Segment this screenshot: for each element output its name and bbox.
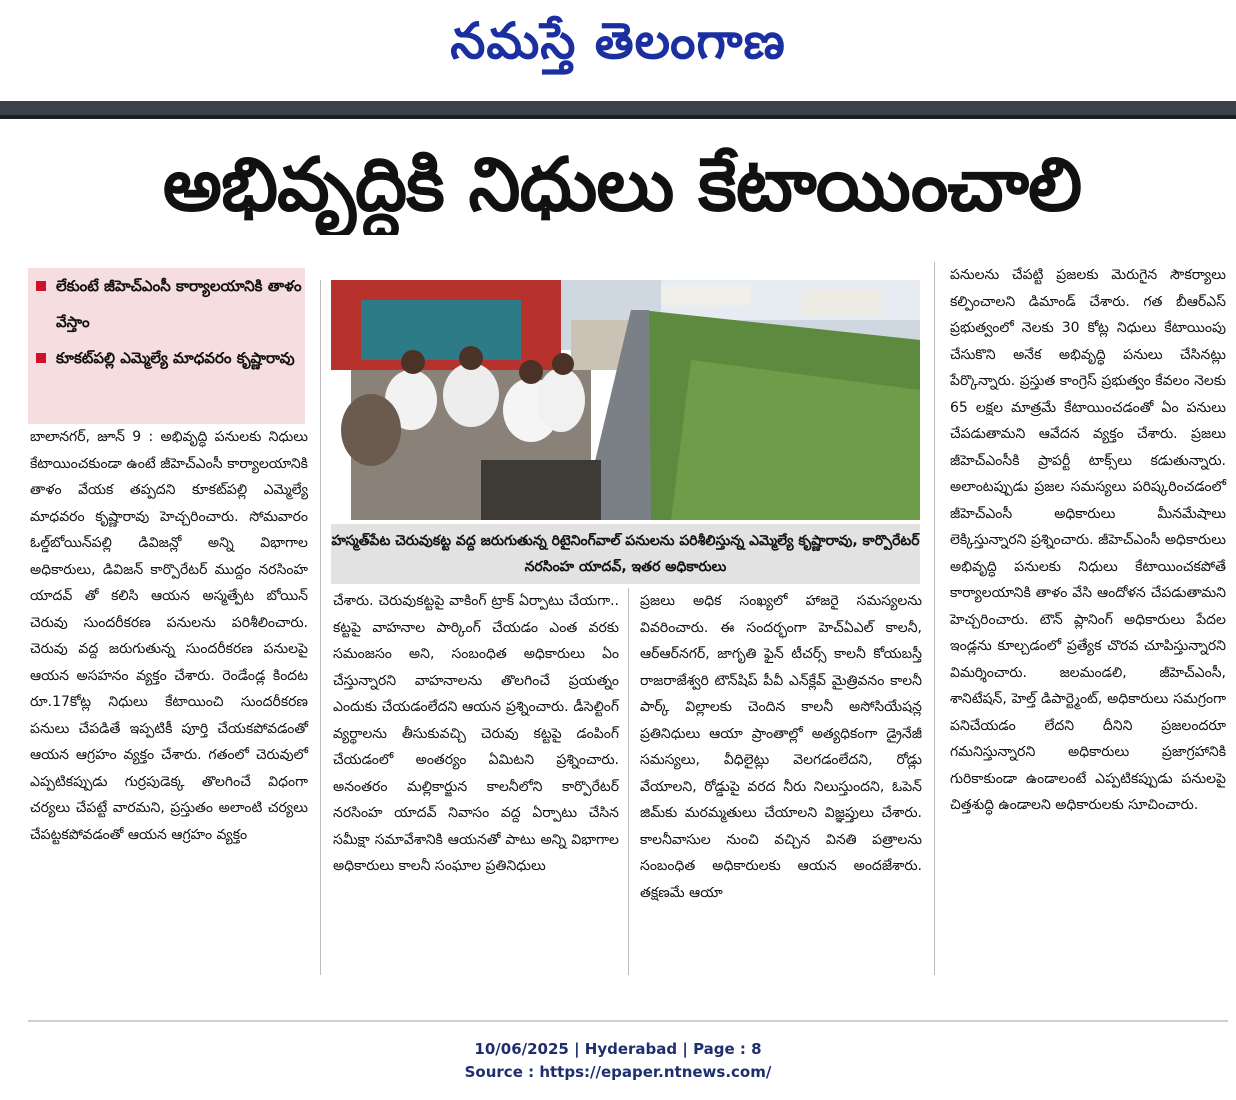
article-column-3 — [640, 588, 922, 906]
subdeck-text: లేకుంటే జీహెచ్ఎంసీ కార్యాలయానికి తాళం వేస్తాం — [56, 277, 302, 331]
article-column-2 — [333, 588, 619, 880]
news-photo-illustration — [331, 280, 920, 520]
red-square-bullet-icon — [36, 353, 46, 363]
article-column-4 — [950, 262, 1226, 819]
masthead-divider-bar — [0, 101, 1236, 115]
article-column-1 — [30, 424, 308, 848]
column-rule — [934, 262, 935, 975]
masthead — [0, 0, 1236, 100]
subdeck-item — [28, 340, 305, 376]
column-text: పనులను చేపట్టి ప్రజలకు మెరుగైన సౌకర్యాలు కల్పించాలని డిమాండ్ చేశారు. గత బీఆర్ఎస్ ప్రభుత్వంలో నెలకు 30 కోట్ల నిధులు కేటాయింపు చేసుకొని అనేక అభివృద్ధి పనులు చేసినట్లు పేర్కొన్నారు. ప్రస్తుత కాంగ్రెస్ ప్రభుత్వం కేవలం నెలకు 65 లక్షల మాత్రమే కేటాయించడంతో ఏం పనులు చేపడుతామని ఆవేదన వ్యక్తం చేశారు. ప్రజలు జీహెచ్ఎంసీకి ప్రాపర్టీ టాక్స్‌లు కడుతున్నారు. అలాంటప్పుడు ప్రజల సమస్యలు పరిష్కరించడంలో జీహెచ్ఎంసీ అధికారులు మీనమేషాలు లెక్కిస్తున్నారని ప్రశ్నించారు. జీహెచ్ఎంసీ అధికారులు అభివృద్ధి పనులకు నిధులు కేటాయించకపోతే కార్యాలయానికి తాళం వేసి ఆందోళన చేపడుతామని హెచ్చరించారు. టౌన్ ప్లానింగ్ అధికారులు పేదల ఇండ్లను కూల్చడంలో ప్రత్యేక చొరవ చూపిస్తున్నారని విమర్శించారు. జలమండలి, జీహెచ్ఎంసీ, శానిటేషన్, హెల్త్ డిపార్ట్మెంట్, అధికారులు సమగ్రంగా పనిచేయడం లేదని దీనిని ప్రజలందరూ గమనిస్తున్నారని అధికారులు ప్రజాగ్రహానికి గురికాకుండా ఉండాలంటే ఎప్పటికప్పుడు పనులపై చిత్తశుద్ధి ఉండాలని అధికారులకు సూచించారు. — [950, 267, 1226, 813]
source-line: Source : https://epaper.ntnews.com/ — [464, 1063, 772, 1081]
column-rule — [628, 588, 629, 975]
news-photo — [331, 280, 920, 520]
footer-divider — [28, 1020, 1228, 1022]
dateline: 10/06/2025 | Hyderabad | Page : 8 — [474, 1040, 762, 1058]
column-text: బాలానగర్, జూన్ 9 : అభివృద్ధి పనులకు నిధులు కేటాయించకుండా ఉంటే జీహెచ్ఎంసీ కార్యాలయానికి తాళం వేయక తప్పదని కూకట్‌పల్లి ఎమ్మెల్యే మాధవరం కృష్ణారావు హెచ్చరించారు. సోమవారం ఓల్డ్‌బోయిన్‌పల్లి డివిజన్లో అన్ని విభాగాల అధికారులు, డివిజన్ కార్పొరేటర్ ముద్దం నరసింహ యాదవ్ తో కలిసి ఆయన అస్మత్పేట బోయిన్ చెరువు సుందరీకరణ పనులను పరిశీలించారు. చెరువు వద్ద జరుగుతున్న సుందరీకరణ పనులపై ఆయన అసహనం వ్యక్తం చేశారు. రెండేండ్ల కిందట రూ.17కోట్ల నిధులు కేటాయించి సుందరీకరణ పనులు చేపడితే ఇప్పటికీ పూర్తి చేయకపోవడంతో ఆయన ఆగ్రహం వ్యక్తం చేశారు. గతంలో చెరువులో ఎప్పటికప్పుడు గుర్రపుడెక్క తొలగించే విధంగా చర్యలు చేపట్టే వారమని, ప్రస్తుతం అలాంటి చర్యలు చేపట్టకపోవడంతో ఆయన ఆగ్రహం వ్యక్తం — [30, 429, 308, 843]
masthead-divider-shadow — [0, 115, 1236, 119]
subdeck-item — [28, 268, 305, 340]
article-headline: అభివృద్ధికి నిధులు కేటాయించాలి — [162, 142, 1082, 228]
column-text: చేశారు. చెరువుకట్టపై వాకింగ్ ట్రాక్ ఏర్పాటు చేయగా.. కట్టపై వాహనాల పార్కింగ్ చేయడం ఎంత వరకు సమంజసం అని, సంబంధిత అధికారులు ఏం చేస్తున్నారని వాహనాలను తొలగించే ప్రయత్నం ఎందుకు చేయడంలేదని ఆయన ప్రశ్నించారు. డీసెల్టింగ్ వ్యర్థాలను తీసుకువచ్చి చెరువు కట్టపై డంపింగ్ చేయడంలో అంతర్యం ఏమిటని ప్రశ్నించారు. అనంతరం మల్లికార్జున కాలనీలోని కార్పొరేటర్ నరసింహ యాదవ్ నివాసం వద్ద ఏర్పాటు చేసిన సమీక్షా సమావేశానికి ఆయనతో పాటు అన్ని విభాగాల అధికారులు కాలనీ సంఘాల ప్రతినిధులు — [333, 593, 619, 874]
red-square-bullet-icon — [36, 281, 46, 291]
newspaper-logo: నమస్తే తెలంగాణ — [450, 12, 786, 70]
column-rule — [320, 280, 321, 975]
column-text: ప్రజలు అధిక సంఖ్యలో హాజరై సమస్యలను వివరించారు. ఈ సందర్భంగా హెచ్ఏఎల్ కాలనీ, ఆర్ఆర్‌నగర్, జాగృతి ఫైన్ టీచర్స్ కాలనీ కోయబస్తీ రాజరాజేశ్వరి టౌన్‌షిప్ పీవీ ఎన్‌క్లేవ్ మైత్రివనం కాలనీ పార్క్ విల్లాలకు చెందిన కాలనీ అసోసియేషన్ల ప్రతినిధులు ఆయా ప్రాంతాల్లో అత్యధికంగా డ్రైనేజీ సమస్యలు, వీధిలైట్లు వెలగడంలేదని, రోడ్లు వేయాలని, రోడ్డుపై వరద నీరు నిలుస్తుందని, ఓపెన్ జిమ్‌కు మరమ్మతులు చేయాలని విజ్ఞప్తులు చేశారు. కాలనీవాసుల నుంచి వచ్చిన వినతి పత్రాలను సంబంధిత అధికారులకు ఆయన అందజేశారు. తక్షణమే ఆయా — [640, 593, 922, 901]
subdeck-text: కూకట్‌పల్లి ఎమ్మెల్యే మాధవరం కృష్ణారావు — [56, 349, 295, 367]
article-subdeck — [28, 268, 305, 424]
photo-caption: హస్మత్‌పేట చెరువుకట్ట వద్ద జరుగుతున్న రిటైనింగ్‌వాల్ పనులను పరిశీలిస్తున్న ఎమ్మెల్యే కృష్ణారావు, కార్పొరేటర్ నరసింహ యాదవ్, ఇతర అధికారులు — [331, 524, 920, 584]
